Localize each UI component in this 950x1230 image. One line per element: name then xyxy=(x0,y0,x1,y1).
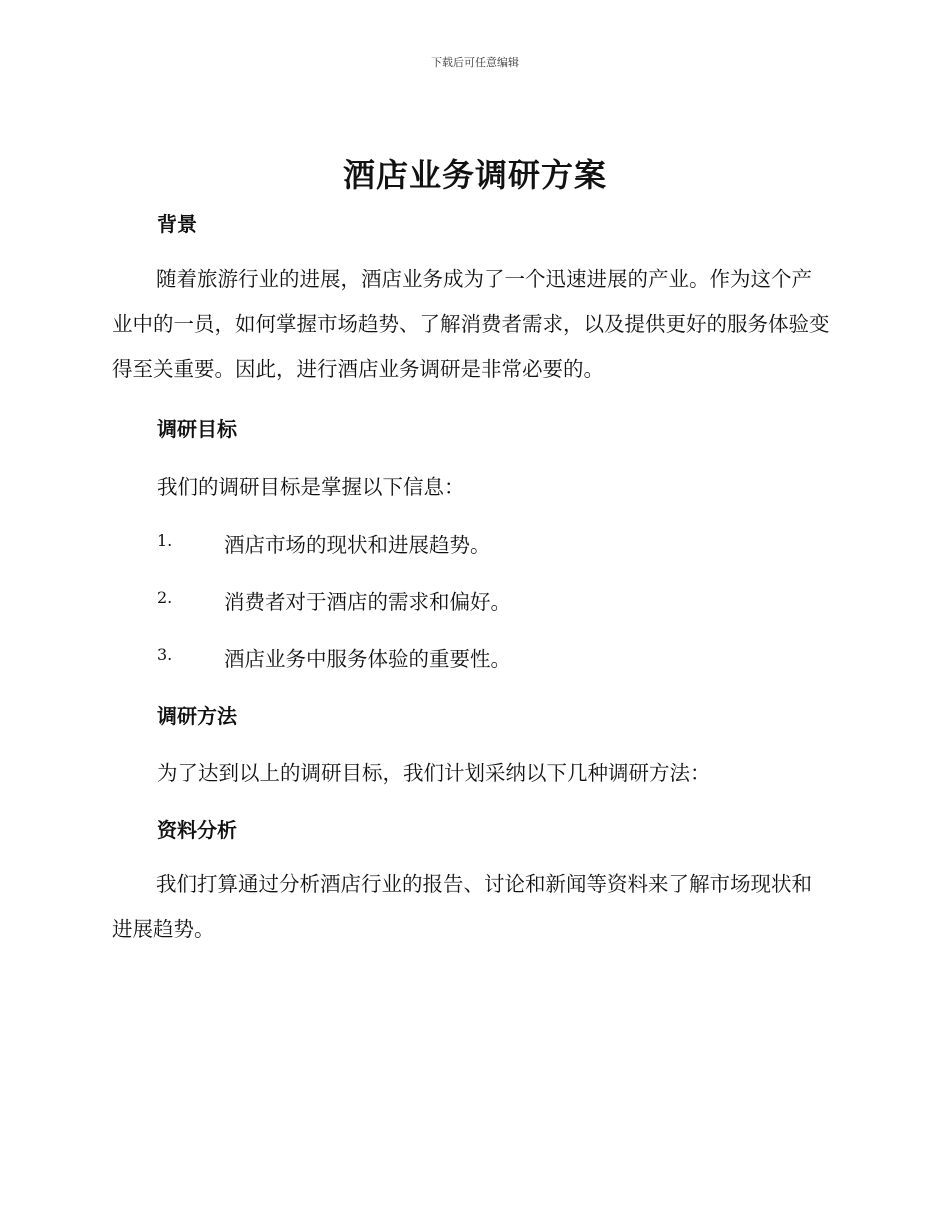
section-heading-background: 背景 xyxy=(157,212,197,236)
list-item-number: 3. xyxy=(157,645,173,664)
section-heading-methods: 调研方法 xyxy=(157,704,237,728)
page-header-note: 下载后可任意编辑 xyxy=(431,56,519,69)
list-item-number: 1. xyxy=(157,531,173,550)
background-paragraph: 随着旅游行业的进展，酒店业务成为了一个迅速进展的产业。作为这个产业中的一员，如何掌握市场趋势、了解消费者需求，以及提供更好的服务体验变得至关重要。因此，进行酒店业务调研是非常必要的。 xyxy=(112,267,830,381)
goals-intro: 我们的调研目标是掌握以下信息： xyxy=(157,475,465,499)
data-analysis-paragraph: 我们打算通过分析酒店行业的报告、讨论和新闻等资料来了解市场现状和进展趋势。 xyxy=(112,872,812,941)
methods-intro: 为了达到以上的调研目标，我们计划采纳以下几种调研方法： xyxy=(157,761,711,785)
section-heading-goals: 调研目标 xyxy=(157,417,237,441)
list-item-number: 2. xyxy=(157,588,173,607)
document-title: 酒店业务调研方案 xyxy=(342,156,607,194)
list-item-text: 酒店市场的现状和进展趋势。 xyxy=(224,533,491,557)
section-heading-data-analysis: 资料分析 xyxy=(157,818,237,842)
list-item xyxy=(157,585,837,615)
list-item-text: 消费者对于酒店的需求和偏好。 xyxy=(224,590,511,614)
list-item-text: 酒店业务中服务体验的重要性。 xyxy=(224,647,511,671)
list-item xyxy=(157,528,837,558)
list-item xyxy=(157,642,837,672)
